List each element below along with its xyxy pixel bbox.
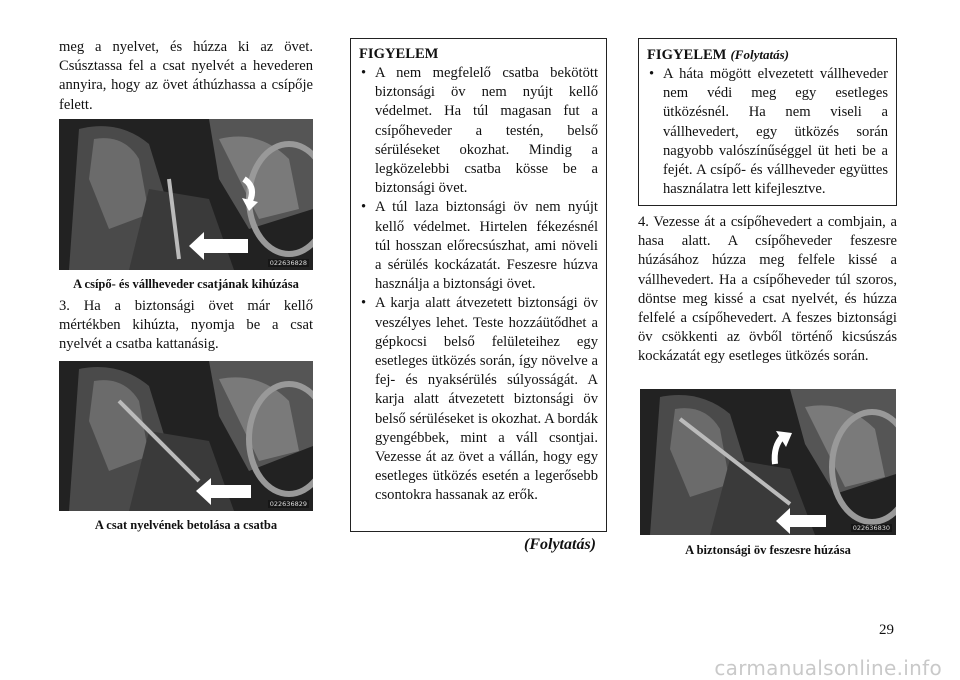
figure-code: 022636828 xyxy=(269,259,307,267)
warning-title: FIGYELEM (Folytatás) xyxy=(647,47,789,63)
seat-illustration-2 xyxy=(59,361,313,511)
warning-box xyxy=(350,38,607,532)
step4-paragraph: 4. Vezesse át a csípőhevedert a combjain, a hasa alatt. A csípőheveder feszesre húzásához húzza meg felfele kissé a vállhevedert. Ha a csípőheveder túl szoros, döntse meg kissé a csat nyelvét, és húzza felfelé a csípőhevedert. A feszes biztonsági öv csökkenti az övből történő kicsúszás kockázatát egy esetleges ütközés során. xyxy=(638,214,897,365)
warning-title-suffix: (Folytatás) xyxy=(730,47,789,62)
arrow-left-icon xyxy=(204,239,248,253)
figure-caption: A biztonsági öv feszesre húzása xyxy=(685,543,851,557)
warning-item: • A túl laza biztonsági öv nem nyújt kellő védelmet. Hirtelen fékezésnél túl hosszan előrecsúszhat, ami növeli a sérülés kockázatát. Feszesre húzva használja a biztonsági övet. xyxy=(361,199,598,293)
arrow-left-icon xyxy=(790,515,826,527)
step3-paragraph: 3. Ha a biztonsági övet már kellő mértékben kihúzta, nyomja be a csat nyelvét a csatba kattanásig. xyxy=(59,298,313,353)
warning-list xyxy=(647,65,888,199)
seat-illustration-3 xyxy=(640,389,896,535)
figure-buckle-insert xyxy=(59,361,313,511)
warning-list xyxy=(359,64,598,506)
figure-buckle-pull xyxy=(59,119,313,270)
figure-caption: A csat nyelvének betolása a csatba xyxy=(94,518,278,532)
intro-paragraph: meg a nyelvet, és húzza ki az övet. Csúsztassa fel a csat nyelvét a hevederen annyira, hogy az övet áthúzhassa a csípője felett. xyxy=(59,39,313,113)
warning-item: • A nem megfelelő csatba bekötött biztonsági öv nem nyújt kellő védelmet. Ha túl magasan fut a csípőheveder a testén, belső sérüléseket okozhat. Mindig a legközelebbi csatba kösse be a biztonsági övet. xyxy=(361,65,598,197)
figure-code: 022636830 xyxy=(852,524,890,532)
arrow-left-icon xyxy=(211,485,251,498)
page-number: 29 xyxy=(879,622,894,638)
seat-illustration-1 xyxy=(59,119,313,270)
warning-box-continued xyxy=(638,38,897,206)
watermark: carmanualsonline.info xyxy=(714,656,942,680)
warning-item: • A karja alatt átvezetett biztonsági öv veszélyes lehet. Teste hozzáütődhet a gépkocsi belső felületeihez egy esetleges ütközés során, így növelve a fej- és nyaksérülés súlyosságát. A karja alatt átvezetett biztonsági öv belső sérüléseket is okozhat. A bordák gyengébbek, mint a váll csontjai. Vezesse át az övet a vállán, hogy egy esetleges ütközés esetén a legerősebb csontokra hassanak az erők. xyxy=(361,295,598,504)
figure-belt-tighten xyxy=(640,389,896,535)
warning-title: FIGYELEM xyxy=(359,46,439,62)
continued-label: (Folytatás) xyxy=(524,536,596,553)
figure-code: 022636829 xyxy=(269,500,307,508)
warning-item: • A háta mögött elvezetett vállheveder nem védi meg egy esetleges ütközésnél. Ha nem viseli a vállhevedert, egy ütközés során nagyobb valószínűséggel üt heti be a fejét. A csípő- és vállheveder együttes használatra lett kifejlesztve. xyxy=(649,66,888,198)
figure-caption: A csípő- és vállheveder csatjának kihúzása xyxy=(73,277,299,291)
